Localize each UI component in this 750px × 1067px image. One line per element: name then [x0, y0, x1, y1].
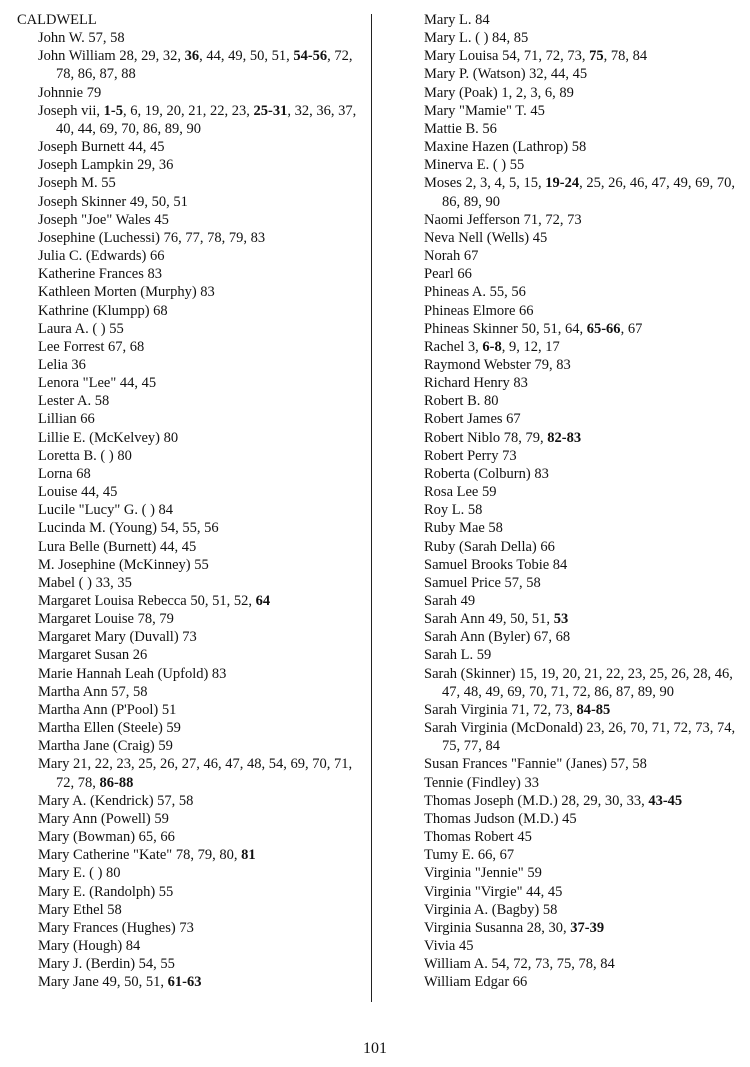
index-column-right [424, 11, 740, 991]
index-entry [424, 84, 740, 102]
index-entry [17, 883, 362, 901]
index-entry [424, 665, 740, 701]
index-entry [17, 901, 362, 919]
entry-text: Lee Forrest 67, 68 [38, 338, 145, 355]
entry-text: , 72, 78, 86, 87, 88 [56, 48, 353, 83]
entry-text: Mary Ann (Powell) 59 [38, 810, 169, 827]
entry-text: Virginia "Jennie" 59 [424, 865, 542, 882]
entry-page-ref-bold: 82-83 [547, 429, 582, 446]
index-entry [424, 592, 740, 610]
entry-text: Neva Nell (Wells) 45 [424, 229, 548, 246]
entry-text: Maxine Hazen (Lathrop) 58 [424, 139, 587, 156]
entry-text: Katherine Frances 83 [38, 266, 163, 283]
index-entry [424, 211, 740, 229]
index-entry [424, 919, 740, 937]
entry-text: Joseph M. 55 [38, 175, 116, 192]
index-entry [17, 792, 362, 810]
index-entry [17, 138, 362, 156]
entry-text: Mary (Poak) 1, 2, 3, 6, 89 [424, 84, 574, 101]
entry-text: Samuel Price 57, 58 [424, 574, 541, 591]
entry-text: Mary 21, 22, 23, 25, 26, 27, 46, 47, 48, 54, 69, 70, 71, 72, 78, [38, 756, 353, 791]
index-entry [424, 610, 740, 628]
entry-text: Kathrine (Klumpp) 68 [38, 302, 168, 319]
entry-text: Thomas Robert 45 [424, 829, 532, 846]
index-entry [17, 538, 362, 556]
index-entry [17, 483, 362, 501]
index-entry [17, 846, 362, 864]
index-entry [17, 229, 362, 247]
index-entry [424, 374, 740, 392]
entry-text: Roy L. 58 [424, 502, 483, 519]
index-entry [424, 65, 740, 83]
index-entry [424, 646, 740, 664]
index-entry [424, 701, 740, 719]
entry-text: Joseph Skinner 49, 50, 51 [38, 193, 188, 210]
index-entry [17, 465, 362, 483]
index-entry [424, 156, 740, 174]
entry-text: Margaret Mary (Duvall) 73 [38, 629, 197, 646]
index-entry [17, 610, 362, 628]
entry-text: Sarah Virginia 71, 72, 73, [424, 701, 577, 718]
entry-text: M. Josephine (McKinney) 55 [38, 556, 209, 573]
index-entry [424, 447, 740, 465]
index-entry [17, 302, 362, 320]
entry-text: Lillian 66 [38, 411, 95, 428]
index-entry [17, 628, 362, 646]
entry-page-ref-bold: 19-24 [545, 175, 580, 192]
index-entry [424, 356, 740, 374]
index-entry [424, 501, 740, 519]
index-entry [424, 519, 740, 537]
index-entry [17, 356, 362, 374]
entry-text: Lorna 68 [38, 465, 91, 482]
entry-page-ref-bold: 6-8 [482, 338, 502, 355]
right-entry-list [424, 11, 740, 991]
entry-text: Mary E. ( ) 80 [38, 865, 121, 882]
index-entry [17, 392, 362, 410]
index-entry [17, 193, 362, 211]
entry-text: Sarah Ann (Byler) 67, 68 [424, 629, 571, 646]
entry-text: Phineas Elmore 66 [424, 302, 534, 319]
entry-text: Phineas A. 55, 56 [424, 284, 526, 301]
entry-text: Robert Perry 73 [424, 447, 517, 464]
index-entry [424, 47, 740, 65]
entry-text: Martha Ellen (Steele) 59 [38, 720, 181, 737]
index-entry [424, 901, 740, 919]
entry-text: Martha Jane (Craig) 59 [38, 738, 173, 755]
index-entry [17, 755, 362, 791]
entry-text: Mary (Bowman) 65, 66 [38, 829, 175, 846]
entry-text: Sarah (Skinner) 15, 19, 20, 21, 22, 23, 25, 26, 28, 46, 47, 48, 49, 69, 70, 71, 72, 86, 87, 89, 90 [424, 665, 733, 700]
entry-text: Mary Ethel 58 [38, 901, 122, 918]
entry-text: Margaret Louise 78, 79 [38, 611, 174, 628]
entry-text: , 78, 84 [603, 48, 648, 65]
entry-page-ref-bold: 43-45 [648, 792, 683, 809]
entry-text: Lelia 36 [38, 356, 86, 373]
left-entry-list [17, 29, 362, 991]
entry-text: Mary (Hough) 84 [38, 937, 141, 954]
entry-text: Mary P. (Watson) 32, 44, 45 [424, 66, 588, 83]
entry-text: Richard Henry 83 [424, 375, 528, 392]
index-entry [424, 265, 740, 283]
entry-page-ref-bold: 65-66 [586, 320, 621, 337]
entry-text: Lenora "Lee" 44, 45 [38, 375, 157, 392]
index-entry [17, 247, 362, 265]
entry-page-ref-bold: 64 [255, 593, 271, 609]
index-entry [424, 774, 740, 792]
index-entry [424, 138, 740, 156]
entry-text: Mary Louisa 54, 71, 72, 73, [424, 48, 590, 65]
entry-text: Phineas Skinner 50, 51, 64, [424, 320, 587, 337]
index-entry [424, 719, 740, 755]
entry-text: Tennie (Findley) 33 [424, 774, 539, 791]
index-entry [17, 864, 362, 882]
index-entry [17, 84, 362, 102]
entry-text: Mary L. 84 [424, 12, 490, 28]
entry-page-ref-bold: 86-88 [99, 774, 134, 791]
page-number: 101 [363, 1040, 387, 1057]
index-entry [424, 283, 740, 301]
index-entry [424, 410, 740, 428]
column-divider [371, 14, 372, 1002]
entry-page-ref-bold: 81 [241, 847, 256, 864]
index-entry [424, 320, 740, 338]
entry-text: Mary Catherine "Kate" 78, 79, 80, [38, 847, 242, 864]
entry-text: Raymond Webster 79, 83 [424, 356, 571, 373]
entry-text: Robert James 67 [424, 411, 521, 428]
index-entry [17, 410, 362, 428]
entry-text: Margaret Louisa Rebecca 50, 51, 52, [38, 593, 256, 609]
index-entry [17, 429, 362, 447]
index-entry [17, 719, 362, 737]
entry-text: , 6, 19, 20, 21, 22, 23, [123, 102, 254, 119]
entry-text: William Edgar 66 [424, 974, 528, 991]
entry-text: Moses 2, 3, 4, 5, 15, [424, 175, 546, 192]
entry-text: Susan Frances "Fannie" (Janes) 57, 58 [424, 756, 647, 773]
entry-text: Margaret Susan 26 [38, 647, 148, 664]
index-entry [17, 211, 362, 229]
entry-text: Mary J. (Berdin) 54, 55 [38, 956, 175, 973]
index-entry [17, 556, 362, 574]
index-entry [424, 229, 740, 247]
entry-text: , 25, 26, 46, 47, 49, 69, 70, 86, 89, 90 [442, 175, 735, 210]
entry-text: John W. 57, 58 [38, 30, 125, 47]
entry-text: Laura A. ( ) 55 [38, 320, 124, 337]
index-entry [424, 247, 740, 265]
entry-text: Sarah L. 59 [424, 647, 492, 664]
index-entry [17, 646, 362, 664]
index-entry [17, 737, 362, 755]
entry-text: Loretta B. ( ) 80 [38, 447, 132, 464]
index-entry [424, 29, 740, 47]
index-entry [424, 538, 740, 556]
entry-text: Joseph Lampkin 29, 36 [38, 157, 174, 174]
index-entry [424, 937, 740, 955]
index-entry [424, 810, 740, 828]
entry-text: Josephine (Luchessi) 76, 77, 78, 79, 83 [38, 229, 266, 246]
index-entry [424, 864, 740, 882]
entry-text: Virginia "Virgie" 44, 45 [424, 883, 563, 900]
index-heading: CALDWELL [17, 12, 97, 28]
entry-page-ref-bold: 37-39 [570, 919, 605, 936]
entry-page-ref-bold: 53 [553, 611, 569, 628]
entry-text: Mary Frances (Hughes) 73 [38, 919, 194, 936]
entry-text: Minerva E. ( ) 55 [424, 157, 525, 174]
entry-text: Naomi Jefferson 71, 72, 73 [424, 211, 582, 228]
index-entry [424, 302, 740, 320]
index-entry [424, 628, 740, 646]
index-entry [424, 828, 740, 846]
index-entry [17, 283, 362, 301]
entry-text: Ruby Mae 58 [424, 520, 503, 537]
entry-text: Lester A. 58 [38, 393, 110, 410]
entry-text: Lucinda M. (Young) 54, 55, 56 [38, 520, 219, 537]
entry-text: Mabel ( ) 33, 35 [38, 574, 132, 591]
entry-text: Lura Belle (Burnett) 44, 45 [38, 538, 197, 555]
entry-text: Virginia A. (Bagby) 58 [424, 901, 558, 918]
index-entry [17, 501, 362, 519]
index-entry [17, 374, 362, 392]
entry-text: Robert Niblo 78, 79, [424, 429, 548, 446]
entry-text: Joseph vii, [38, 102, 104, 119]
index-entry [424, 102, 740, 120]
entry-text: Mary A. (Kendrick) 57, 58 [38, 792, 194, 809]
index-entry [17, 919, 362, 937]
index-entry [424, 483, 740, 501]
entry-text: Louise 44, 45 [38, 484, 118, 501]
entry-text: Mary "Mamie" T. 45 [424, 102, 545, 119]
entry-text: , 67 [620, 320, 643, 337]
entry-text: Johnnie 79 [38, 84, 102, 101]
entry-text: Rosa Lee 59 [424, 484, 497, 501]
index-entry [424, 429, 740, 447]
index-entry [424, 174, 740, 210]
index-entry [424, 392, 740, 410]
entry-text: Virginia Susanna 28, 30, [424, 919, 571, 936]
index-entry [17, 320, 362, 338]
entry-text: Tumy E. 66, 67 [424, 847, 515, 864]
index-entry [17, 701, 362, 719]
index-entry [424, 846, 740, 864]
entry-text: Sarah 49 [424, 593, 476, 609]
index-entry [17, 955, 362, 973]
index-entry [424, 11, 740, 29]
entry-page-ref-bold: 36 [184, 48, 200, 65]
entry-text: Mattie B. 56 [424, 120, 497, 137]
index-entry [424, 120, 740, 138]
index-entry [17, 265, 362, 283]
index-entry [424, 574, 740, 592]
index-entry [17, 665, 362, 683]
entry-text: Martha Ann 57, 58 [38, 683, 148, 700]
entry-text: Joseph Burnett 44, 45 [38, 139, 165, 156]
index-entry [17, 683, 362, 701]
entry-text: Kathleen Morten (Murphy) 83 [38, 284, 215, 301]
index-entry [17, 47, 362, 83]
index-entry [17, 937, 362, 955]
entry-page-ref-bold: 61-63 [167, 974, 202, 991]
index-entry [424, 883, 740, 901]
entry-text: Sarah Virginia (McDonald) 23, 26, 70, 71, 72, 73, 74, 75, 77, 84 [424, 720, 736, 755]
entry-text: Lucile "Lucy" G. ( ) 84 [38, 502, 174, 519]
entry-text: Thomas Judson (M.D.) 45 [424, 810, 577, 827]
index-entry [424, 338, 740, 356]
index-entry [17, 973, 362, 991]
index-entry [17, 156, 362, 174]
index-entry [17, 519, 362, 537]
index-entry [17, 29, 362, 47]
entry-text: Vivia 45 [424, 937, 474, 954]
index-entry [17, 447, 362, 465]
entry-text: Mary L. ( ) 84, 85 [424, 30, 529, 47]
entry-page-ref-bold: 25-31 [253, 102, 288, 119]
index-entry [424, 973, 740, 991]
entry-text: , 32, 36, 37, 40, 44, 69, 70, 86, 89, 90 [56, 102, 357, 137]
index-entry [424, 755, 740, 773]
index-entry [17, 592, 362, 610]
entry-text: William A. 54, 72, 73, 75, 78, 84 [424, 956, 615, 973]
index-entry [17, 828, 362, 846]
index-entry [17, 810, 362, 828]
entry-page-ref-bold: 75 [589, 48, 604, 65]
entry-text: Sarah Ann 49, 50, 51, [424, 611, 554, 628]
entry-text: Pearl 66 [424, 266, 472, 283]
entry-page-ref-bold: 54-56 [293, 48, 328, 65]
index-entry [424, 465, 740, 483]
entry-text: Marie Hannah Leah (Upfold) 83 [38, 665, 227, 682]
entry-text: , 9, 12, 17 [501, 338, 560, 355]
entry-page-ref-bold: 84-85 [576, 701, 611, 718]
entry-text: Mary E. (Randolph) 55 [38, 883, 174, 900]
index-entry [424, 792, 740, 810]
entry-text: Roberta (Colburn) 83 [424, 465, 549, 482]
entry-text: Norah 67 [424, 248, 479, 265]
index-entry [17, 102, 362, 138]
entry-text: Samuel Brooks Tobie 84 [424, 556, 568, 573]
entry-text: , 44, 49, 50, 51, [199, 48, 294, 65]
index-column-left [17, 11, 362, 991]
entry-text: Rachel 3, [424, 338, 483, 355]
index-entry [17, 574, 362, 592]
index-entry [424, 955, 740, 973]
entry-text: Julia C. (Edwards) 66 [38, 248, 165, 265]
entry-text: Thomas Joseph (M.D.) 28, 29, 30, 33, [424, 792, 649, 809]
entry-page-ref-bold: 1-5 [103, 102, 123, 119]
index-entry [17, 338, 362, 356]
entry-text: Lillie E. (McKelvey) 80 [38, 429, 179, 446]
entry-text: Ruby (Sarah Della) 66 [424, 538, 555, 555]
entry-text: Robert B. 80 [424, 393, 499, 410]
index-entry [17, 174, 362, 192]
index-entry [424, 556, 740, 574]
entry-text: Joseph "Joe" Wales 45 [38, 211, 169, 228]
entry-text: John William 28, 29, 32, [38, 48, 185, 65]
entry-text: Martha Ann (P'Pool) 51 [38, 701, 177, 718]
entry-text: Mary Jane 49, 50, 51, [38, 974, 168, 991]
